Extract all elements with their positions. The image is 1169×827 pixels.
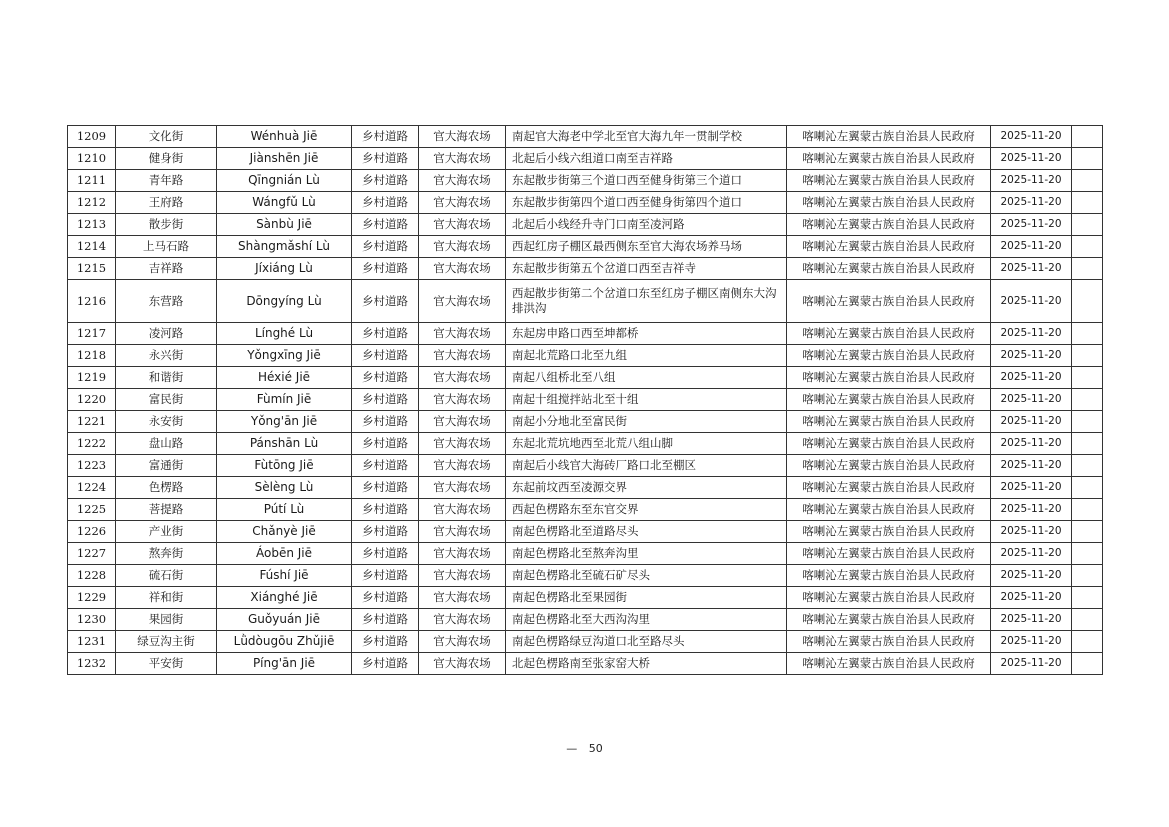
cell-location: 官大海农场 — [419, 565, 506, 587]
cell-pinyin: Guǒyuán Jiē — [217, 609, 352, 631]
cell-date: 2025-11-20 — [991, 367, 1072, 389]
page-number: 50 — [588, 742, 603, 755]
cell-road-name: 东营路 — [116, 280, 217, 323]
cell-authority: 喀喇沁左翼蒙古族自治县人民政府 — [787, 521, 991, 543]
cell-road-type: 乡村道路 — [352, 126, 419, 148]
cell-road-type: 乡村道路 — [352, 192, 419, 214]
table-row — [68, 411, 1103, 433]
cell-date: 2025-11-20 — [991, 609, 1072, 631]
cell-pinyin: Pánshān Lù — [217, 433, 352, 455]
cell-number: 1230 — [68, 609, 116, 631]
cell-date: 2025-11-20 — [991, 543, 1072, 565]
cell-number: 1212 — [68, 192, 116, 214]
cell-pinyin: Xiánghé Jiē — [217, 587, 352, 609]
cell-note — [1072, 126, 1103, 148]
cell-number: 1213 — [68, 214, 116, 236]
cell-pinyin: Dōngyíng Lù — [217, 280, 352, 323]
cell-pinyin: Chǎnyè Jiē — [217, 521, 352, 543]
cell-location: 官大海农场 — [419, 214, 506, 236]
cell-road-name: 散步街 — [116, 214, 217, 236]
cell-location: 官大海农场 — [419, 653, 506, 675]
cell-pinyin: Lǜdòugōu Zhǔjiē — [217, 631, 352, 653]
cell-road-name: 果园街 — [116, 609, 217, 631]
cell-road-type: 乡村道路 — [352, 521, 419, 543]
cell-location: 官大海农场 — [419, 521, 506, 543]
cell-description: 北起色楞路南至张家窑大桥 — [506, 653, 787, 675]
cell-road-type: 乡村道路 — [352, 170, 419, 192]
road-names-table — [67, 125, 1103, 675]
cell-authority: 喀喇沁左翼蒙古族自治县人民政府 — [787, 653, 991, 675]
table-row — [68, 367, 1103, 389]
cell-date: 2025-11-20 — [991, 521, 1072, 543]
table-row — [68, 653, 1103, 675]
cell-date: 2025-11-20 — [991, 587, 1072, 609]
cell-pinyin: Fùtōng Jiē — [217, 455, 352, 477]
cell-date: 2025-11-20 — [991, 653, 1072, 675]
cell-note — [1072, 521, 1103, 543]
cell-authority: 喀喇沁左翼蒙古族自治县人民政府 — [787, 433, 991, 455]
cell-number: 1218 — [68, 345, 116, 367]
cell-note — [1072, 609, 1103, 631]
cell-note — [1072, 170, 1103, 192]
cell-authority: 喀喇沁左翼蒙古族自治县人民政府 — [787, 499, 991, 521]
cell-description: 南起色楞路绿豆沟道口北至路尽头 — [506, 631, 787, 653]
cell-road-name: 上马石路 — [116, 236, 217, 258]
cell-pinyin: Jíxiáng Lù — [217, 258, 352, 280]
cell-location: 官大海农场 — [419, 631, 506, 653]
cell-number: 1222 — [68, 433, 116, 455]
cell-location: 官大海农场 — [419, 192, 506, 214]
cell-road-name: 和谐街 — [116, 367, 217, 389]
cell-road-name: 凌河路 — [116, 323, 217, 345]
cell-number: 1223 — [68, 455, 116, 477]
cell-number: 1215 — [68, 258, 116, 280]
cell-road-type: 乡村道路 — [352, 631, 419, 653]
cell-date: 2025-11-20 — [991, 170, 1072, 192]
cell-authority: 喀喇沁左翼蒙古族自治县人民政府 — [787, 148, 991, 170]
cell-pinyin: Shàngmǎshí Lù — [217, 236, 352, 258]
cell-road-name: 富通街 — [116, 455, 217, 477]
table-row — [68, 521, 1103, 543]
cell-description: 东起北荒坑地西至北荒八组山脚 — [506, 433, 787, 455]
cell-authority: 喀喇沁左翼蒙古族自治县人民政府 — [787, 345, 991, 367]
table-row — [68, 631, 1103, 653]
cell-note — [1072, 389, 1103, 411]
cell-number: 1219 — [68, 367, 116, 389]
cell-pinyin: Línghé Lù — [217, 323, 352, 345]
cell-road-type: 乡村道路 — [352, 411, 419, 433]
cell-description: 西起散步街第二个岔道口东至红房子棚区南侧东大沟排洪沟 — [506, 280, 787, 323]
cell-authority: 喀喇沁左翼蒙古族自治县人民政府 — [787, 477, 991, 499]
cell-pinyin: Píng'ān Jiē — [217, 653, 352, 675]
cell-location: 官大海农场 — [419, 477, 506, 499]
cell-road-type: 乡村道路 — [352, 323, 419, 345]
cell-date: 2025-11-20 — [991, 323, 1072, 345]
cell-pinyin: Wénhuà Jiē — [217, 126, 352, 148]
cell-note — [1072, 367, 1103, 389]
table-row — [68, 170, 1103, 192]
table-row — [68, 280, 1103, 323]
cell-note — [1072, 653, 1103, 675]
cell-description: 南起八组桥北至八组 — [506, 367, 787, 389]
cell-authority: 喀喇沁左翼蒙古族自治县人民政府 — [787, 192, 991, 214]
cell-description: 东起散步街第四个道口西至健身街第四个道口 — [506, 192, 787, 214]
cell-description: 南起色楞路北至熬奔沟里 — [506, 543, 787, 565]
cell-road-name: 文化街 — [116, 126, 217, 148]
cell-description: 北起后小线经升寺门口南至凌河路 — [506, 214, 787, 236]
cell-road-type: 乡村道路 — [352, 280, 419, 323]
cell-pinyin: Sànbù Jiē — [217, 214, 352, 236]
cell-date: 2025-11-20 — [991, 148, 1072, 170]
cell-description: 东起散步街第五个岔道口西至吉祥寺 — [506, 258, 787, 280]
cell-road-name: 产业街 — [116, 521, 217, 543]
cell-note — [1072, 236, 1103, 258]
table-body — [68, 126, 1103, 675]
table-row — [68, 323, 1103, 345]
cell-note — [1072, 258, 1103, 280]
cell-number: 1221 — [68, 411, 116, 433]
cell-road-type: 乡村道路 — [352, 433, 419, 455]
cell-number: 1217 — [68, 323, 116, 345]
cell-location: 官大海农场 — [419, 126, 506, 148]
cell-note — [1072, 148, 1103, 170]
table-row — [68, 477, 1103, 499]
cell-date: 2025-11-20 — [991, 214, 1072, 236]
cell-road-name: 永安街 — [116, 411, 217, 433]
cell-number: 1209 — [68, 126, 116, 148]
cell-authority: 喀喇沁左翼蒙古族自治县人民政府 — [787, 367, 991, 389]
cell-note — [1072, 543, 1103, 565]
cell-number: 1214 — [68, 236, 116, 258]
cell-road-name: 平安街 — [116, 653, 217, 675]
cell-date: 2025-11-20 — [991, 126, 1072, 148]
cell-note — [1072, 280, 1103, 323]
cell-description: 南起北荒路口北至九组 — [506, 345, 787, 367]
cell-authority: 喀喇沁左翼蒙古族自治县人民政府 — [787, 323, 991, 345]
cell-road-type: 乡村道路 — [352, 609, 419, 631]
table-row — [68, 258, 1103, 280]
cell-road-name: 王府路 — [116, 192, 217, 214]
cell-location: 官大海农场 — [419, 455, 506, 477]
cell-number: 1216 — [68, 280, 116, 323]
cell-road-name: 吉祥路 — [116, 258, 217, 280]
cell-date: 2025-11-20 — [991, 631, 1072, 653]
cell-road-type: 乡村道路 — [352, 258, 419, 280]
cell-number: 1232 — [68, 653, 116, 675]
cell-description: 南起十组搅拌站北至十组 — [506, 389, 787, 411]
cell-date: 2025-11-20 — [991, 345, 1072, 367]
cell-number: 1231 — [68, 631, 116, 653]
cell-road-name: 祥和街 — [116, 587, 217, 609]
cell-authority: 喀喇沁左翼蒙古族自治县人民政府 — [787, 170, 991, 192]
cell-location: 官大海农场 — [419, 389, 506, 411]
cell-description: 南起色楞路北至道路尽头 — [506, 521, 787, 543]
cell-authority: 喀喇沁左翼蒙古族自治县人民政府 — [787, 565, 991, 587]
table-row — [68, 565, 1103, 587]
cell-authority: 喀喇沁左翼蒙古族自治县人民政府 — [787, 411, 991, 433]
cell-authority: 喀喇沁左翼蒙古族自治县人民政府 — [787, 389, 991, 411]
cell-number: 1224 — [68, 477, 116, 499]
cell-road-type: 乡村道路 — [352, 389, 419, 411]
cell-description: 南起色楞路北至大西沟沟里 — [506, 609, 787, 631]
cell-authority: 喀喇沁左翼蒙古族自治县人民政府 — [787, 236, 991, 258]
cell-description: 南起小分地北至富民街 — [506, 411, 787, 433]
cell-pinyin: Wángfǔ Lù — [217, 192, 352, 214]
cell-authority: 喀喇沁左翼蒙古族自治县人民政府 — [787, 587, 991, 609]
cell-location: 官大海农场 — [419, 367, 506, 389]
table-row — [68, 455, 1103, 477]
cell-note — [1072, 455, 1103, 477]
page-footer — [0, 742, 1169, 755]
table-row — [68, 126, 1103, 148]
cell-pinyin: Fúshí Jiē — [217, 565, 352, 587]
table-row — [68, 214, 1103, 236]
cell-date: 2025-11-20 — [991, 499, 1072, 521]
table-row — [68, 236, 1103, 258]
table-row — [68, 389, 1103, 411]
cell-note — [1072, 411, 1103, 433]
cell-authority: 喀喇沁左翼蒙古族自治县人民政府 — [787, 214, 991, 236]
cell-pinyin: Héxié Jiē — [217, 367, 352, 389]
cell-location: 官大海农场 — [419, 148, 506, 170]
cell-date: 2025-11-20 — [991, 565, 1072, 587]
cell-road-name: 健身街 — [116, 148, 217, 170]
cell-note — [1072, 192, 1103, 214]
cell-description: 南起后小线官大海砖厂路口北至棚区 — [506, 455, 787, 477]
cell-authority: 喀喇沁左翼蒙古族自治县人民政府 — [787, 455, 991, 477]
cell-road-name: 绿豆沟主街 — [116, 631, 217, 653]
cell-road-type: 乡村道路 — [352, 367, 419, 389]
cell-pinyin: Yǒngxīng Jiē — [217, 345, 352, 367]
cell-pinyin: Qīngnián Lù — [217, 170, 352, 192]
cell-road-type: 乡村道路 — [352, 565, 419, 587]
cell-pinyin: Pútí Lù — [217, 499, 352, 521]
cell-number: 1210 — [68, 148, 116, 170]
cell-location: 官大海农场 — [419, 411, 506, 433]
cell-date: 2025-11-20 — [991, 258, 1072, 280]
cell-number: 1226 — [68, 521, 116, 543]
cell-number: 1225 — [68, 499, 116, 521]
cell-road-name: 熬奔街 — [116, 543, 217, 565]
cell-authority: 喀喇沁左翼蒙古族自治县人民政府 — [787, 631, 991, 653]
cell-date: 2025-11-20 — [991, 280, 1072, 323]
cell-authority: 喀喇沁左翼蒙古族自治县人民政府 — [787, 280, 991, 323]
cell-note — [1072, 631, 1103, 653]
cell-road-name: 永兴街 — [116, 345, 217, 367]
cell-road-type: 乡村道路 — [352, 455, 419, 477]
cell-location: 官大海农场 — [419, 258, 506, 280]
cell-road-name: 色楞路 — [116, 477, 217, 499]
cell-pinyin: Jiànshēn Jiē — [217, 148, 352, 170]
cell-note — [1072, 499, 1103, 521]
table-row — [68, 609, 1103, 631]
cell-location: 官大海农场 — [419, 499, 506, 521]
cell-note — [1072, 477, 1103, 499]
cell-description: 东起前坟西至凌源交界 — [506, 477, 787, 499]
table-row — [68, 148, 1103, 170]
cell-location: 官大海农场 — [419, 345, 506, 367]
footer-dash: — — [566, 742, 578, 755]
cell-road-type: 乡村道路 — [352, 543, 419, 565]
cell-description: 南起色楞路北至硫石矿尽头 — [506, 565, 787, 587]
cell-note — [1072, 345, 1103, 367]
cell-note — [1072, 214, 1103, 236]
cell-number: 1228 — [68, 565, 116, 587]
cell-number: 1227 — [68, 543, 116, 565]
cell-road-type: 乡村道路 — [352, 499, 419, 521]
table-row — [68, 345, 1103, 367]
cell-pinyin: Fùmín Jiē — [217, 389, 352, 411]
cell-location: 官大海农场 — [419, 236, 506, 258]
cell-date: 2025-11-20 — [991, 389, 1072, 411]
cell-authority: 喀喇沁左翼蒙古族自治县人民政府 — [787, 126, 991, 148]
cell-number: 1220 — [68, 389, 116, 411]
cell-road-type: 乡村道路 — [352, 236, 419, 258]
cell-number: 1211 — [68, 170, 116, 192]
cell-description: 北起后小线六组道口南至吉祥路 — [506, 148, 787, 170]
cell-authority: 喀喇沁左翼蒙古族自治县人民政府 — [787, 609, 991, 631]
cell-road-type: 乡村道路 — [352, 653, 419, 675]
table-row — [68, 587, 1103, 609]
cell-road-type: 乡村道路 — [352, 345, 419, 367]
cell-date: 2025-11-20 — [991, 411, 1072, 433]
cell-road-name: 硫石街 — [116, 565, 217, 587]
cell-pinyin: Áobēn Jiē — [217, 543, 352, 565]
table-row — [68, 192, 1103, 214]
cell-description: 南起官大海老中学北至官大海九年一贯制学校 — [506, 126, 787, 148]
table-row — [68, 433, 1103, 455]
cell-date: 2025-11-20 — [991, 477, 1072, 499]
cell-date: 2025-11-20 — [991, 433, 1072, 455]
cell-pinyin: Sèlèng Lù — [217, 477, 352, 499]
cell-description: 西起红房子棚区最西侧东至官大海农场养马场 — [506, 236, 787, 258]
cell-location: 官大海农场 — [419, 170, 506, 192]
cell-date: 2025-11-20 — [991, 455, 1072, 477]
road-names-table-container — [67, 125, 1102, 675]
cell-road-name: 青年路 — [116, 170, 217, 192]
cell-location: 官大海农场 — [419, 587, 506, 609]
cell-road-type: 乡村道路 — [352, 214, 419, 236]
cell-pinyin: Yǒng'ān Jiē — [217, 411, 352, 433]
cell-location: 官大海农场 — [419, 433, 506, 455]
cell-location: 官大海农场 — [419, 609, 506, 631]
cell-authority: 喀喇沁左翼蒙古族自治县人民政府 — [787, 543, 991, 565]
cell-description: 东起散步街第三个道口西至健身街第三个道口 — [506, 170, 787, 192]
cell-description: 南起色楞路北至果园街 — [506, 587, 787, 609]
cell-authority: 喀喇沁左翼蒙古族自治县人民政府 — [787, 258, 991, 280]
cell-description: 西起色楞路东至东官交界 — [506, 499, 787, 521]
cell-description: 东起房申路口西至坤都桥 — [506, 323, 787, 345]
cell-road-type: 乡村道路 — [352, 587, 419, 609]
cell-road-name: 菩提路 — [116, 499, 217, 521]
cell-location: 官大海农场 — [419, 280, 506, 323]
cell-number: 1229 — [68, 587, 116, 609]
cell-note — [1072, 565, 1103, 587]
cell-location: 官大海农场 — [419, 543, 506, 565]
cell-date: 2025-11-20 — [991, 192, 1072, 214]
cell-road-name: 盘山路 — [116, 433, 217, 455]
cell-road-name: 富民街 — [116, 389, 217, 411]
cell-note — [1072, 323, 1103, 345]
cell-location: 官大海农场 — [419, 323, 506, 345]
cell-note — [1072, 433, 1103, 455]
cell-road-type: 乡村道路 — [352, 477, 419, 499]
cell-date: 2025-11-20 — [991, 236, 1072, 258]
table-row — [68, 499, 1103, 521]
table-row — [68, 543, 1103, 565]
cell-road-type: 乡村道路 — [352, 148, 419, 170]
cell-note — [1072, 587, 1103, 609]
